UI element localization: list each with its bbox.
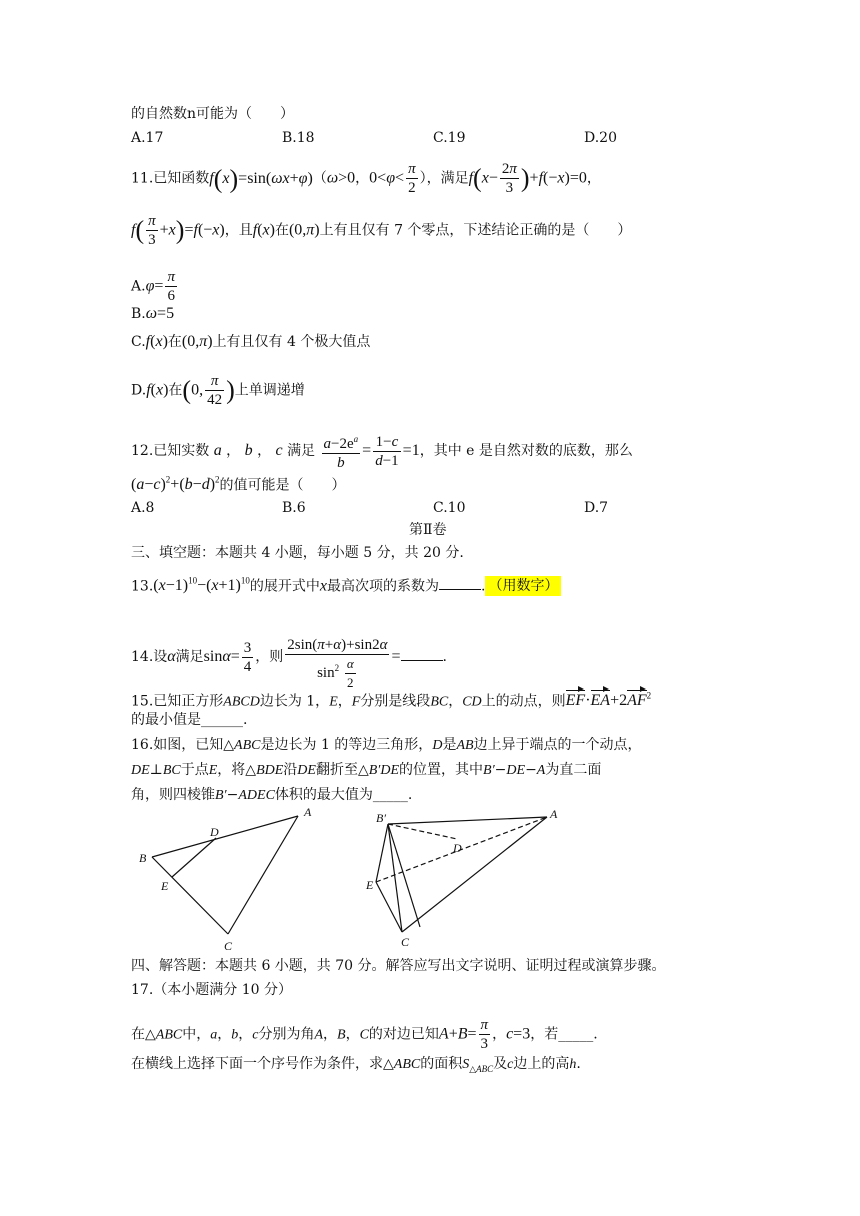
q11-stem: 11.已知函数f(x)=sin(ωx+φ)（ω>0，0<φ< $\frac{\pi}{2}$ ），满足f(x− $\frac{2\pi}{3}$ )+f(−x)=0， xyxy=(131,161,601,196)
q11-option-a: A.φ= $\frac{\pi}{6}$ xyxy=(131,269,175,304)
q15: 15.已知正方形ABCD边长为 1，E，F分别是线段BC，CD上的动点，则$EF\cdot EA+2AF^2$ xyxy=(131,691,652,710)
left-label-c: C xyxy=(224,939,233,953)
q12-stem-2: $(a-c)^2+(b-d)^2$的值可能是（ ） xyxy=(131,475,346,494)
q10-option-b: B.18 xyxy=(282,130,315,146)
hint-highlight: （用数字） xyxy=(485,576,561,596)
q12-option-b: B.6 xyxy=(282,500,306,516)
q10-option-a: A.17 xyxy=(131,130,164,146)
section-four-heading: 四、解答题：本题共 6 小题，共 70 分。解答应写出文字说明、证明过程或演算步骤。 xyxy=(131,958,666,974)
q12-option-c: C.10 xyxy=(433,500,466,516)
right-label-c: C xyxy=(401,935,410,949)
q11-stem-2: f( $\frac{\pi}{3}$ +x)=f(−x)，且f(x)在(0,π)上有且仅有 7 个零点，下述结论正确的是（ ） xyxy=(131,213,632,248)
left-label-d: D xyxy=(210,825,219,839)
left-label-b: B xyxy=(139,851,147,865)
section-three-heading: 三、填空题：本题共 4 小题，每小题 5 分，共 20 分. xyxy=(131,545,464,561)
q17-heading: 17.（本小题满分 10 分） xyxy=(131,982,292,998)
q12-option-a: A.8 xyxy=(131,500,155,516)
right-label-a: A xyxy=(550,807,558,821)
q13: $13.(x-1)^{10}-(x+1)^{10}$的展开式中x最高次项的系数为 . （用数字） xyxy=(131,571,561,596)
q10-tail: 的自然数n可能为（ ） xyxy=(131,106,295,122)
right-label-e: E xyxy=(366,878,374,892)
q10-option-c: C.19 xyxy=(433,130,466,146)
right-pyramid-figure xyxy=(376,817,547,932)
right-label-d: D xyxy=(453,841,462,855)
q11-option-b: B.ω=5 xyxy=(131,305,175,322)
q17-stem: 在△ABC中，a，b，c分别为角A，B，C的对边已知A+B= $\frac{\pi}{3}$ ，c=3，若_____. xyxy=(131,1017,598,1052)
q11-option-c: C.f(x)在(0,π)上有且仅有 4 个极大值点 xyxy=(131,333,371,350)
right-label-b-prime: B′ xyxy=(376,811,386,825)
left-label-a: A xyxy=(304,805,312,819)
q14: 14.设α满足sinα= $\frac{3}{4}$ ，则 2sin(π+α)+sin2α $\sin^2$ $\frac{\alpha}{2}$ = . xyxy=(131,637,447,690)
q11-option-d: D.f(x)在(0, $\frac{\pi}{42}$ )上单调递增 xyxy=(131,373,305,408)
q12-stem: 12.已知实数 a ， b ， c 满足 $\frac{a-2e^a}{b}$ = $\frac{1-c}{d-1}$ =1，其中 e 是自然对数的底数，那么 xyxy=(131,430,633,472)
q16-stem-2: DE⊥BC于点E，将△BDE沿DE翻折至△B′DE的位置，其中B′−DE−A为直二面 xyxy=(131,762,602,778)
q15-tail: 的最小值是______. xyxy=(131,712,248,728)
q10-option-d: D.20 xyxy=(584,130,617,146)
part-two-heading: 第Ⅱ卷 xyxy=(409,522,447,538)
q16-stem-3: 角，则四棱锥B′−ADEC体积的最大值为_____. xyxy=(131,787,413,803)
q16-stem: 16.如图，已知△ABC是边长为 1 的等边三角形，D是AB边上异于端点的一个动点， xyxy=(131,737,642,753)
left-triangle-figure xyxy=(152,816,298,934)
q16-figures xyxy=(130,800,580,955)
q12-option-d: D.7 xyxy=(584,500,609,516)
left-label-e: E xyxy=(161,879,169,893)
q17-stem-2: 在横线上选择下面一个序号作为条件，求△ABC的面积$S_{\triangle ABC}$及c边上的高h. xyxy=(131,1056,581,1075)
